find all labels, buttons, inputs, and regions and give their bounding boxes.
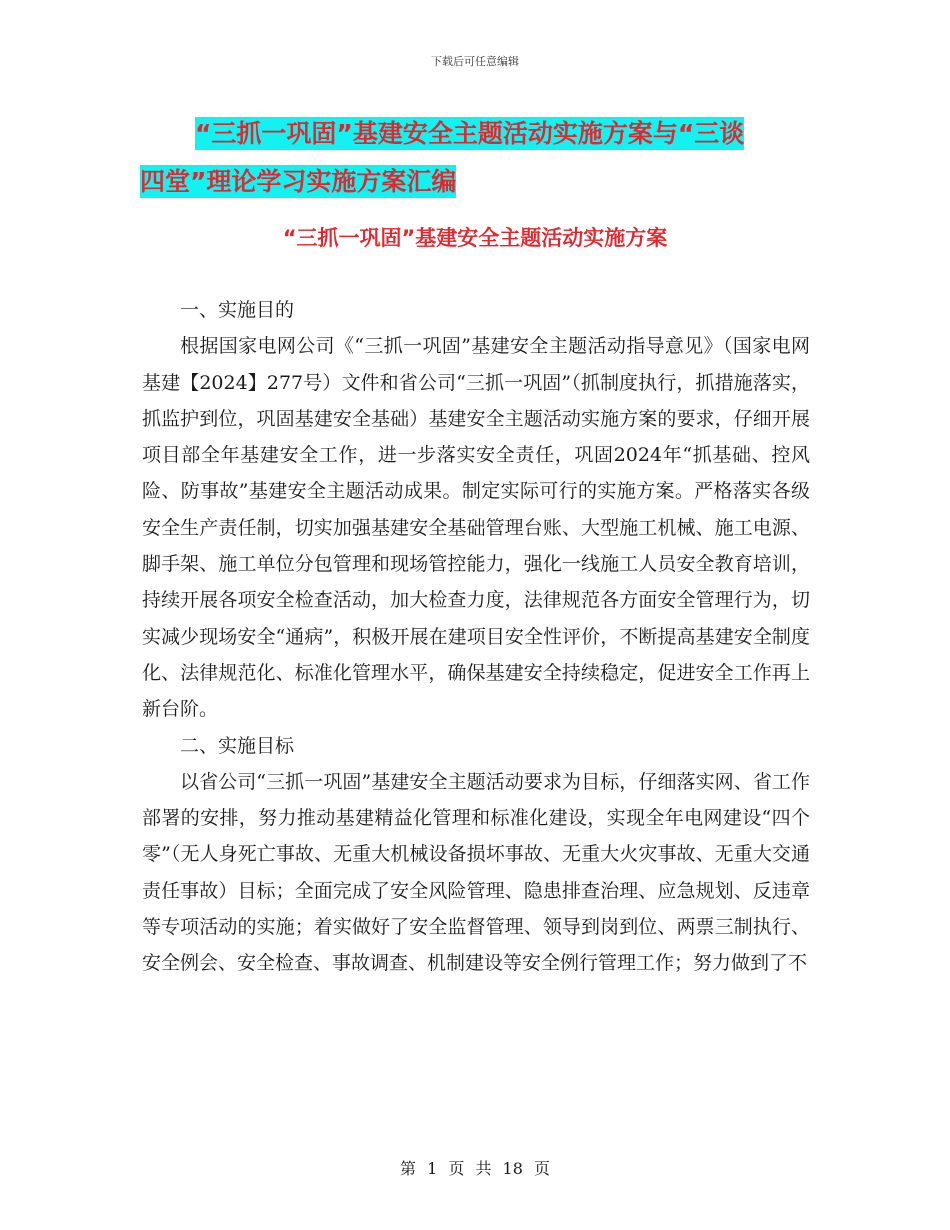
section-title: “三抓一巩固”基建安全主题活动实施方案 <box>282 226 668 250</box>
page-number: 第 1 页 共 18 页 <box>400 1159 550 1178</box>
paragraph-goal: 以省公司“三抓一巩固”基建安全主题活动要求为目标，仔细落实网、省工作部署的安排，努力推动基建精益化管理和标准化建设，实现全年电网建设“四个零”（无人身死亡事故、无重大机械设备损坏事故、无重大火灾事故、无重大交通责任事故）目标；全面完成了安全风险管理、隐患排查治理、应急规划、反违章等专项活动的实施；着实做好了安全监督管理、领导到岗到位、两票三制执行、安全例会、安全检查、事故调查、机制建设等安全例行管理工作；努力做到了不 <box>142 770 810 975</box>
page-header-note: 下载后可任意编辑 <box>431 55 519 68</box>
heading-goal: 二、实施目标 <box>180 734 295 757</box>
title-highlight-1: “三抓一巩固”基建安全主题活动实施方案与“三谈 <box>195 119 745 148</box>
title-highlight-2: 四堂”理论学习实施方案汇编 <box>140 167 457 196</box>
heading-purpose: 一、实施目的 <box>180 299 295 321</box>
document-body <box>142 292 810 982</box>
title-line-1 <box>195 110 815 158</box>
title-line-2 <box>140 158 815 206</box>
document-title <box>140 110 815 206</box>
paragraph-purpose: 根据国家电网公司《“三抓一巩固”基建安全主题活动指导意见》（国家电网基建【2024】277号）文件和省公司“三抓一巩固”（抓制度执行，抓措施落实，抓监护到位，巩固基建安全基础）基建安全主题活动实施方案的要求，仔细开展项目部全年基建安全工作，进一步落实安全责任，巩固2024年“抓基础、控风险、防事故”基建安全主题活动成果。制定实际可行的实施方案。严格落实各级安全生产责任制，切实加强基建安全基础管理台账、大型施工机械、施工电源、脚手架、施工单位分包管理和现场管控能力，强化一线施工人员安全教育培训，持续开展各项安全检查活动，加大检查力度，法律规范各方面安全管理行为，切实减少现场安全“通病”，积极开展在建项目安全性评价，不断提高基建安全制度化、法律规范化、标准化管理水平，确保基建安全持续稳定，促进安全工作再上新台阶。 <box>142 335 810 721</box>
